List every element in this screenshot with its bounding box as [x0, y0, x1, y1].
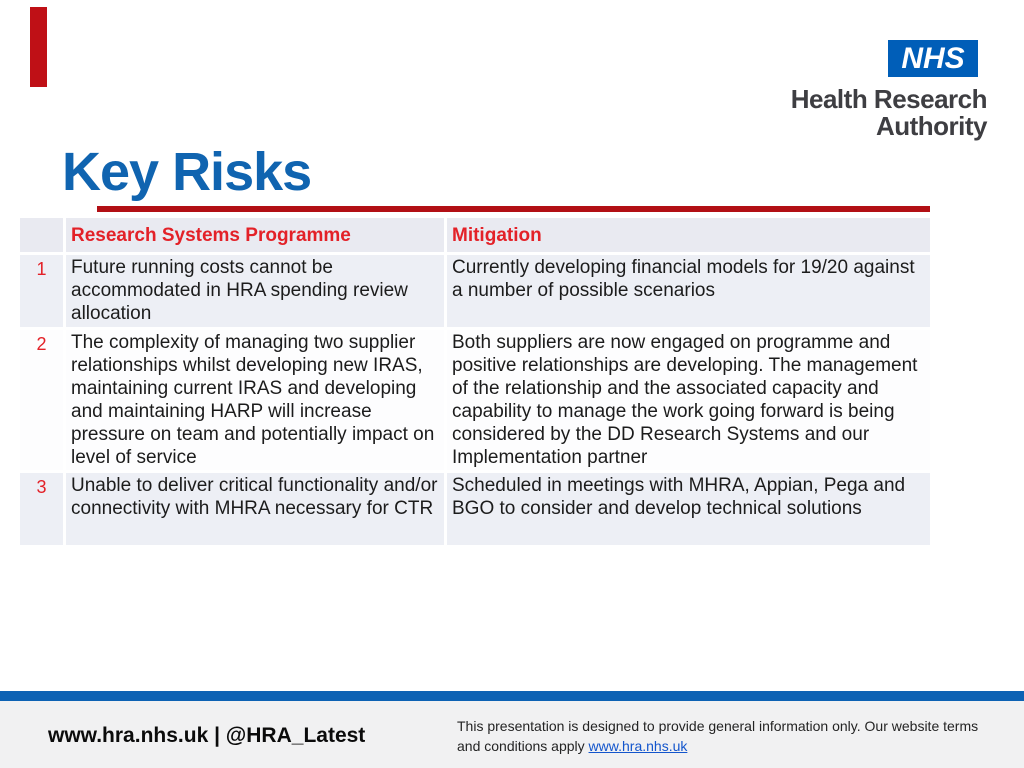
- nhs-logo-box: [888, 40, 978, 77]
- disclaimer-line-1: This presentation is designed to provide general information only. Our website terms: [457, 718, 979, 734]
- header-number-cell: [20, 218, 63, 252]
- row-3-mitigation-cell: Scheduled in meetings with MHRA, Appian, Pega and BGO to consider and develop technical solutions: [447, 473, 930, 545]
- header-risk-column: Research Systems Programme: [66, 218, 444, 252]
- header-mitigation-column: Mitigation: [447, 218, 930, 252]
- row-2-number: 2: [20, 330, 63, 470]
- red-divider-line: [97, 206, 930, 212]
- logo-line-authority: Authority: [875, 111, 987, 141]
- footer-site-handle: www.hra.nhs.uk | @HRA_Latest: [48, 724, 366, 747]
- footer-disclaimer: [457, 716, 1002, 756]
- row-1-mitigation-cell: Currently developing financial models for 19/20 against a number of possible scenarios: [447, 255, 930, 327]
- logo-line-health-research: Health Research: [790, 84, 987, 114]
- disclaimer-line-2-text: and conditions apply: [457, 738, 589, 754]
- row-3-risk-cell: Unable to deliver critical functionality and/or connectivity with MHRA necessary for CTR: [66, 473, 444, 545]
- row-1-number: 1: [20, 255, 63, 327]
- row-3-number: 3: [20, 473, 63, 545]
- disclaimer-link[interactable]: www.hra.nhs.uk: [588, 738, 688, 754]
- disclaimer-line-2: [457, 736, 1002, 756]
- row-2-risk-cell: The complexity of managing two supplier relationships whilst developing new IRAS, maintaining current IRAS and developing and maintaining HARP will increase pressure on team and potentially impact on level of service: [66, 330, 444, 470]
- row-2-mitigation-cell: Both suppliers are now engaged on programme and positive relationships are developing. The management of the relationship and the associated capacity and capability to manage the work going forward is being considered by the DD Research Systems and our Implementation partner: [447, 330, 930, 470]
- nhs-logo-text: NHS: [901, 42, 965, 75]
- hra-logo-wordmark: [791, 86, 987, 140]
- slide-accent-bar: [30, 7, 47, 87]
- footer-divider: [0, 691, 1024, 701]
- risks-table: [20, 218, 930, 545]
- row-1-risk-cell: Future running costs cannot be accommodated in HRA spending review allocation: [66, 255, 444, 327]
- page-title: Key Risks: [62, 142, 312, 202]
